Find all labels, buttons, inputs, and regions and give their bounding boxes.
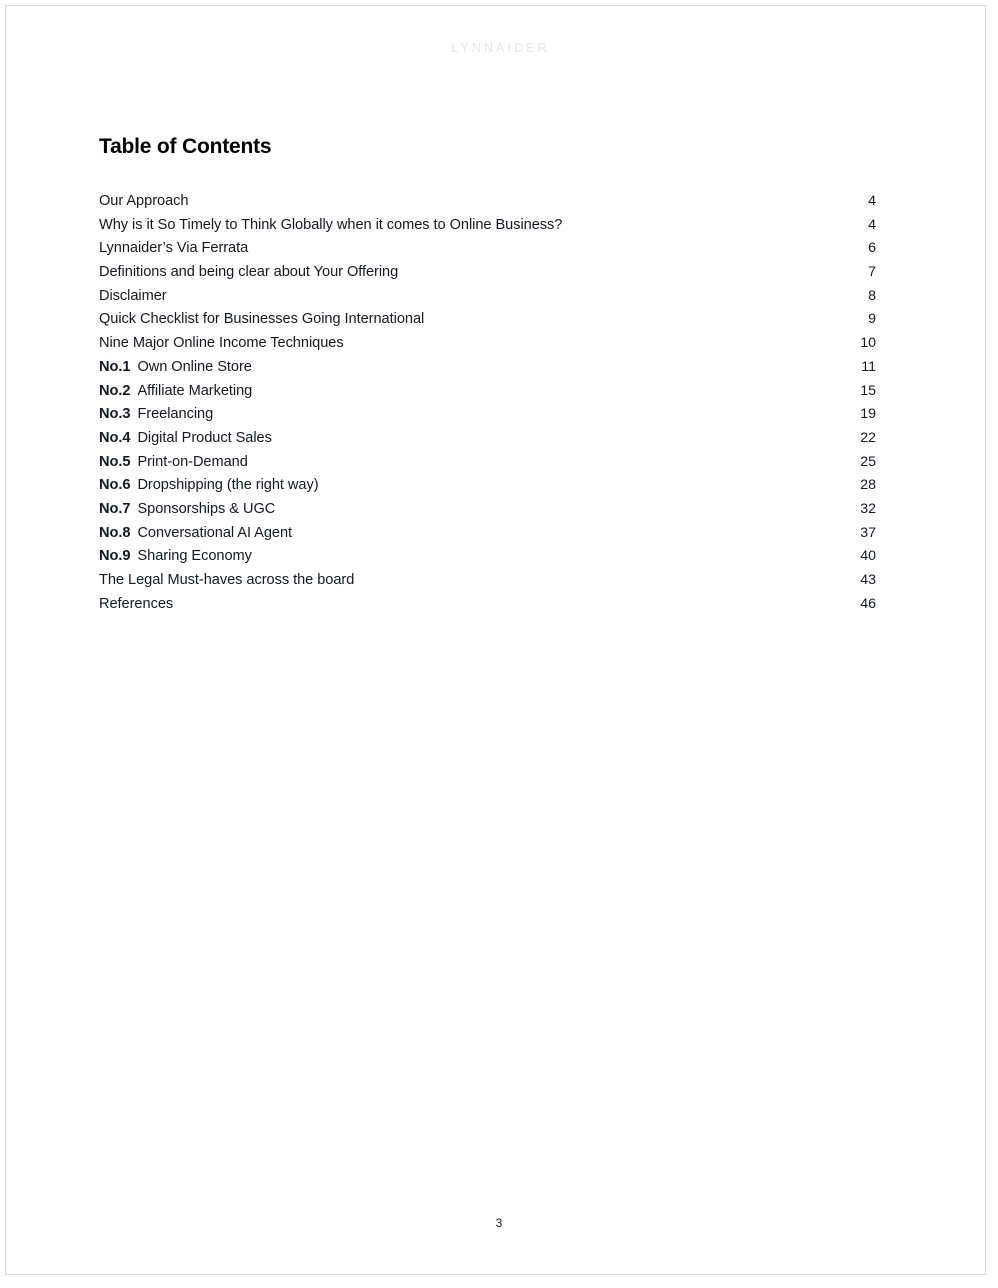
toc-entry-title: Dropshipping (the right way) [137,477,319,494]
toc-entry-title: Why is it So Timely to Think Globally when it comes to Online Business? [99,216,563,233]
toc-entry-title: Conversational AI Agent [137,524,293,541]
toc-entry-label [99,572,354,588]
toc-entry[interactable] [99,359,876,383]
toc-entry-label [99,217,562,233]
toc-entry[interactable] [99,501,876,525]
toc-entry-number-prefix: No.3 [99,406,131,423]
toc-entry[interactable] [99,406,876,430]
toc-entry-page-number: 32 [860,500,876,517]
toc-entry[interactable] [99,240,876,264]
toc-entry-label [99,359,252,375]
table-of-contents-list [99,193,876,619]
toc-entry-title: Quick Checklist for Businesses Going International [99,311,425,328]
toc-entry-page-number: 22 [860,429,876,446]
toc-entry-label [99,311,424,327]
toc-entry[interactable] [99,548,876,572]
toc-entry-number-prefix: No.5 [99,453,131,470]
toc-entry-page-number: 37 [860,524,876,541]
toc-entry-title: Digital Product Sales [137,429,272,446]
toc-entry-page-number: 46 [860,595,876,612]
toc-entry-title: Lynnaider’s Via Ferrata [99,240,249,257]
toc-entry-label [99,288,167,304]
toc-entry-page-number: 11 [861,358,876,375]
toc-entry-title: Our Approach [99,193,189,209]
toc-entry-page-number: 15 [860,382,876,399]
toc-entry-title: Print-on-Demand [137,453,248,470]
page-title: Table of Contents [99,135,272,159]
toc-entry-page-number: 7 [868,264,876,281]
toc-entry-label [99,477,319,493]
toc-entry-label [99,525,292,541]
toc-entry-number-prefix: No.7 [99,500,131,517]
toc-entry-number-prefix: No.9 [99,548,131,565]
toc-entry-number-prefix: No.8 [99,524,131,541]
toc-entry-page-number: 10 [860,335,876,352]
toc-entry-number-prefix: No.1 [99,358,131,375]
toc-entry-title: Affiliate Marketing [137,382,253,399]
toc-entry[interactable] [99,596,876,620]
toc-entry-title: The Legal Must-haves across the board [99,572,355,588]
toc-entry-label [99,596,173,612]
toc-entry-label [99,383,252,399]
toc-entry-label [99,454,248,470]
toc-entry-page-number: 4 [868,216,876,233]
toc-entry-label [99,264,398,280]
toc-entry-title: Sharing Economy [137,548,252,565]
toc-entry-page-number: 40 [860,548,876,565]
toc-entry-label [99,335,344,351]
toc-entry-label [99,193,188,209]
toc-entry[interactable] [99,525,876,549]
toc-entry-title: Definitions and being clear about Your Offering [99,264,399,281]
toc-entry[interactable] [99,477,876,501]
toc-entry[interactable] [99,383,876,407]
toc-entry[interactable] [99,335,876,359]
toc-entry-number-prefix: No.2 [99,382,131,399]
toc-entry-label [99,501,275,517]
toc-entry[interactable] [99,430,876,454]
toc-entry-title: Sponsorships & UGC [137,500,276,517]
toc-entry-title: References [99,595,174,612]
toc-entry-page-number: 4 [868,193,876,209]
toc-entry-label [99,430,272,446]
footer-page-number: 3 [495,1216,503,1230]
toc-entry[interactable] [99,454,876,478]
toc-entry-page-number: 8 [868,287,876,304]
toc-entry-page-number: 9 [868,311,876,328]
toc-entry-page-number: 25 [860,453,876,470]
toc-entry-label [99,548,252,564]
toc-entry[interactable] [99,264,876,288]
toc-entry-title: Own Online Store [137,358,252,375]
toc-entry[interactable] [99,217,876,241]
toc-entry-title: Disclaimer [99,287,167,304]
toc-entry[interactable] [99,193,876,217]
toc-entry-title: Nine Major Online Income Techniques [99,335,344,352]
toc-entry-page-number: 6 [868,240,876,257]
toc-entry-label [99,406,213,422]
toc-entry-title: Freelancing [137,406,214,423]
toc-entry-number-prefix: No.6 [99,477,131,494]
toc-entry[interactable] [99,572,876,596]
toc-entry-number-prefix: No.4 [99,429,131,446]
toc-entry-page-number: 28 [860,477,876,494]
running-header: LYNNAIDER [451,41,550,55]
toc-entry-page-number: 43 [860,572,876,588]
toc-entry-page-number: 19 [860,406,876,423]
toc-entry[interactable] [99,311,876,335]
toc-entry-label [99,240,248,256]
toc-entry[interactable] [99,288,876,312]
